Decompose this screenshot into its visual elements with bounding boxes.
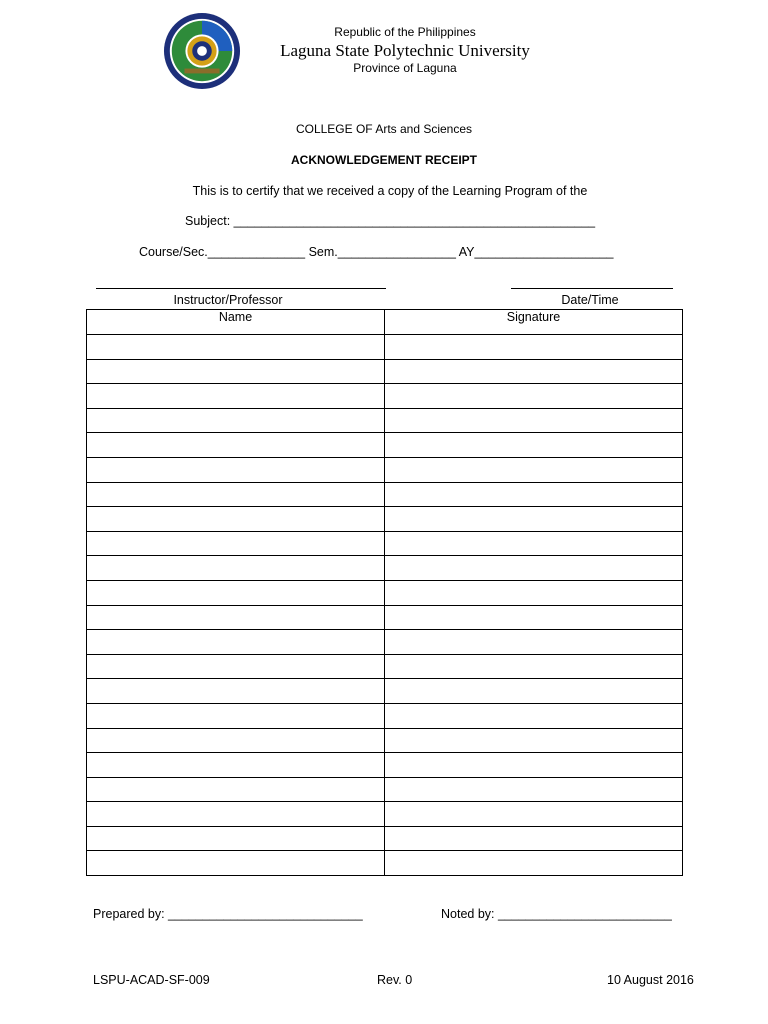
name-cell[interactable] <box>87 605 385 630</box>
signature-cell[interactable] <box>385 482 683 507</box>
table-row <box>87 580 683 605</box>
name-column-header: Name <box>87 310 385 335</box>
instructor-label: Instructor/Professor <box>173 293 283 307</box>
table-row <box>87 826 683 851</box>
certify-statement: This is to certify that we received a copy of the Learning Program of the <box>192 184 588 198</box>
name-cell[interactable] <box>87 826 385 851</box>
signature-column-header: Signature <box>385 310 683 335</box>
course-sem-ay-field[interactable]: Course/Sec.______________ Sem._________________ AY____________________ <box>139 245 614 259</box>
signature-cell[interactable] <box>385 457 683 482</box>
datetime-signature-line[interactable] <box>511 288 673 289</box>
acknowledgement-table <box>86 309 683 876</box>
table-row <box>87 408 683 433</box>
table-row <box>87 679 683 704</box>
name-cell[interactable] <box>87 679 385 704</box>
name-cell[interactable] <box>87 359 385 384</box>
signature-cell[interactable] <box>385 703 683 728</box>
table-row <box>87 531 683 556</box>
name-cell[interactable] <box>87 457 385 482</box>
signature-cell[interactable] <box>385 605 683 630</box>
table-row <box>87 753 683 778</box>
college-heading: COLLEGE OF Arts and Sciences <box>295 122 473 136</box>
signature-cell[interactable] <box>385 679 683 704</box>
province-heading: Province of Laguna <box>353 61 457 75</box>
name-cell[interactable] <box>87 654 385 679</box>
table-row <box>87 703 683 728</box>
prepared-by-field[interactable]: Prepared by: ____________________________ <box>93 907 363 921</box>
form-title: ACKNOWLEDGEMENT RECEIPT <box>291 153 477 167</box>
table-header-row <box>87 310 683 335</box>
name-cell[interactable] <box>87 630 385 655</box>
signature-cell[interactable] <box>385 802 683 827</box>
table-row <box>87 433 683 458</box>
signature-cell[interactable] <box>385 753 683 778</box>
signature-cell[interactable] <box>385 408 683 433</box>
name-cell[interactable] <box>87 384 385 409</box>
table-row <box>87 777 683 802</box>
name-cell[interactable] <box>87 507 385 532</box>
signature-cell[interactable] <box>385 777 683 802</box>
table-row <box>87 630 683 655</box>
datetime-label: Date/Time <box>561 293 619 307</box>
instructor-signature-line[interactable] <box>96 288 386 289</box>
university-seal-logo <box>163 12 241 90</box>
name-cell[interactable] <box>87 753 385 778</box>
revision-date: 10 August 2016 <box>607 973 694 987</box>
signature-cell[interactable] <box>385 851 683 876</box>
signature-cell[interactable] <box>385 507 683 532</box>
name-cell[interactable] <box>87 851 385 876</box>
table-row <box>87 482 683 507</box>
table-row <box>87 802 683 827</box>
name-cell[interactable] <box>87 728 385 753</box>
signature-cell[interactable] <box>385 335 683 360</box>
table-row <box>87 384 683 409</box>
table-body <box>87 335 683 876</box>
subject-field[interactable]: Subject: ____________________________________________________ <box>185 214 596 228</box>
name-cell[interactable] <box>87 777 385 802</box>
table-row <box>87 507 683 532</box>
name-cell[interactable] <box>87 408 385 433</box>
table-row <box>87 605 683 630</box>
name-cell[interactable] <box>87 482 385 507</box>
signature-cell[interactable] <box>385 556 683 581</box>
form-code: LSPU-ACAD-SF-009 <box>93 973 210 987</box>
signature-cell[interactable] <box>385 359 683 384</box>
signature-cell[interactable] <box>385 728 683 753</box>
university-name: Laguna State Polytechnic University <box>280 41 530 60</box>
name-cell[interactable] <box>87 556 385 581</box>
name-cell[interactable] <box>87 531 385 556</box>
signature-cell[interactable] <box>385 433 683 458</box>
noted-by-field[interactable]: Noted by: _________________________ <box>441 907 672 921</box>
name-cell[interactable] <box>87 433 385 458</box>
table-row <box>87 335 683 360</box>
table-row <box>87 359 683 384</box>
signature-cell[interactable] <box>385 630 683 655</box>
signature-cell[interactable] <box>385 531 683 556</box>
name-cell[interactable] <box>87 802 385 827</box>
signature-cell[interactable] <box>385 580 683 605</box>
republic-heading: Republic of the Philippines <box>334 25 476 39</box>
table-row <box>87 654 683 679</box>
signature-cell[interactable] <box>385 384 683 409</box>
table-row <box>87 851 683 876</box>
name-cell[interactable] <box>87 703 385 728</box>
table-row <box>87 556 683 581</box>
table-row <box>87 728 683 753</box>
signature-cell[interactable] <box>385 826 683 851</box>
table-row <box>87 457 683 482</box>
signature-cell[interactable] <box>385 654 683 679</box>
name-cell[interactable] <box>87 580 385 605</box>
name-cell[interactable] <box>87 335 385 360</box>
revision-number: Rev. 0 <box>377 973 413 987</box>
